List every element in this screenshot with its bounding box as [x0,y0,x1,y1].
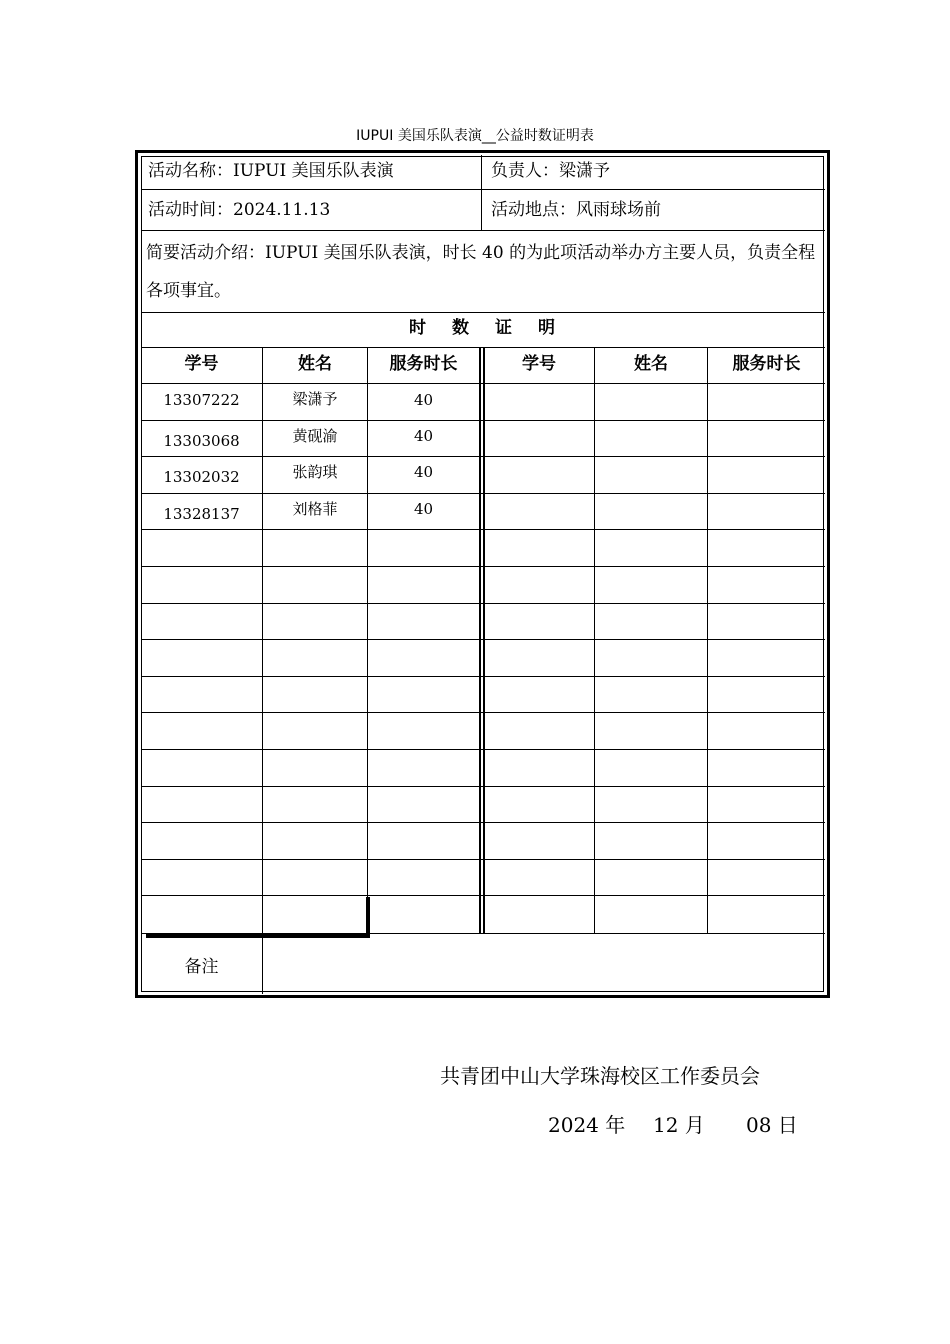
column-divider [707,347,708,933]
table-cell-student-id: 13328137 [163,505,240,523]
table-cell-name: 黄砚渝 [292,427,338,445]
table-cell-hours: 40 [413,500,434,518]
row-divider [141,312,825,313]
table-cell-student-id: 13303068 [163,432,240,450]
table-cell-name: 梁潇予 [292,390,338,408]
activity-name: 活动名称：IUPUI 美国乐队表演 [148,161,394,181]
thick-side-line [366,897,370,937]
date-year: 2024 年 [548,1113,626,1137]
issuing-organization: 共青团中山大学珠海校区工作委员会 [440,1064,760,1088]
col-header-name: 姓名 [298,354,332,374]
section-title: 时数证明 [409,318,581,338]
date-day: 08 日 [746,1113,798,1137]
column-divider [594,347,595,933]
col-header-name-2: 姓名 [634,354,668,374]
table-cell-hours: 40 [413,463,434,481]
table-cell-student-id: 13307222 [163,391,240,409]
activity-location: 活动地点：风雨球场前 [491,200,661,220]
col-header-student-id-2: 学号 [522,354,556,374]
thick-underline [146,934,370,938]
table-cell-name: 刘格菲 [292,500,338,518]
activity-time: 活动时间：2024.11.13 [148,200,331,220]
center-double-divider [483,347,485,933]
info-column-divider [481,155,482,231]
table-cell-hours: 40 [413,427,434,445]
table-cell-hours: 40 [413,391,434,409]
table-cell-student-id: 13302032 [163,468,240,486]
row-divider [141,189,825,190]
col-header-hours: 服务时长 [389,354,458,374]
row-divider [141,230,825,231]
remarks-label: 备注 [184,957,219,977]
activity-intro: 简要活动介绍：IUPUI 美国乐队表演，时长 40 的为此项活动举办方主要人员，负责全程各项事宜。 [146,243,816,301]
activity-leader: 负责人：梁潇予 [491,161,610,181]
date-month: 12 月 [653,1113,705,1137]
col-header-hours-2: 服务时长 [732,354,801,374]
table-cell-name: 张韵琪 [292,463,338,481]
document-title: IUPUI 美国乐队表演__公益时数证明表 [356,128,594,144]
center-double-divider [479,347,481,933]
col-header-student-id: 学号 [184,354,219,374]
